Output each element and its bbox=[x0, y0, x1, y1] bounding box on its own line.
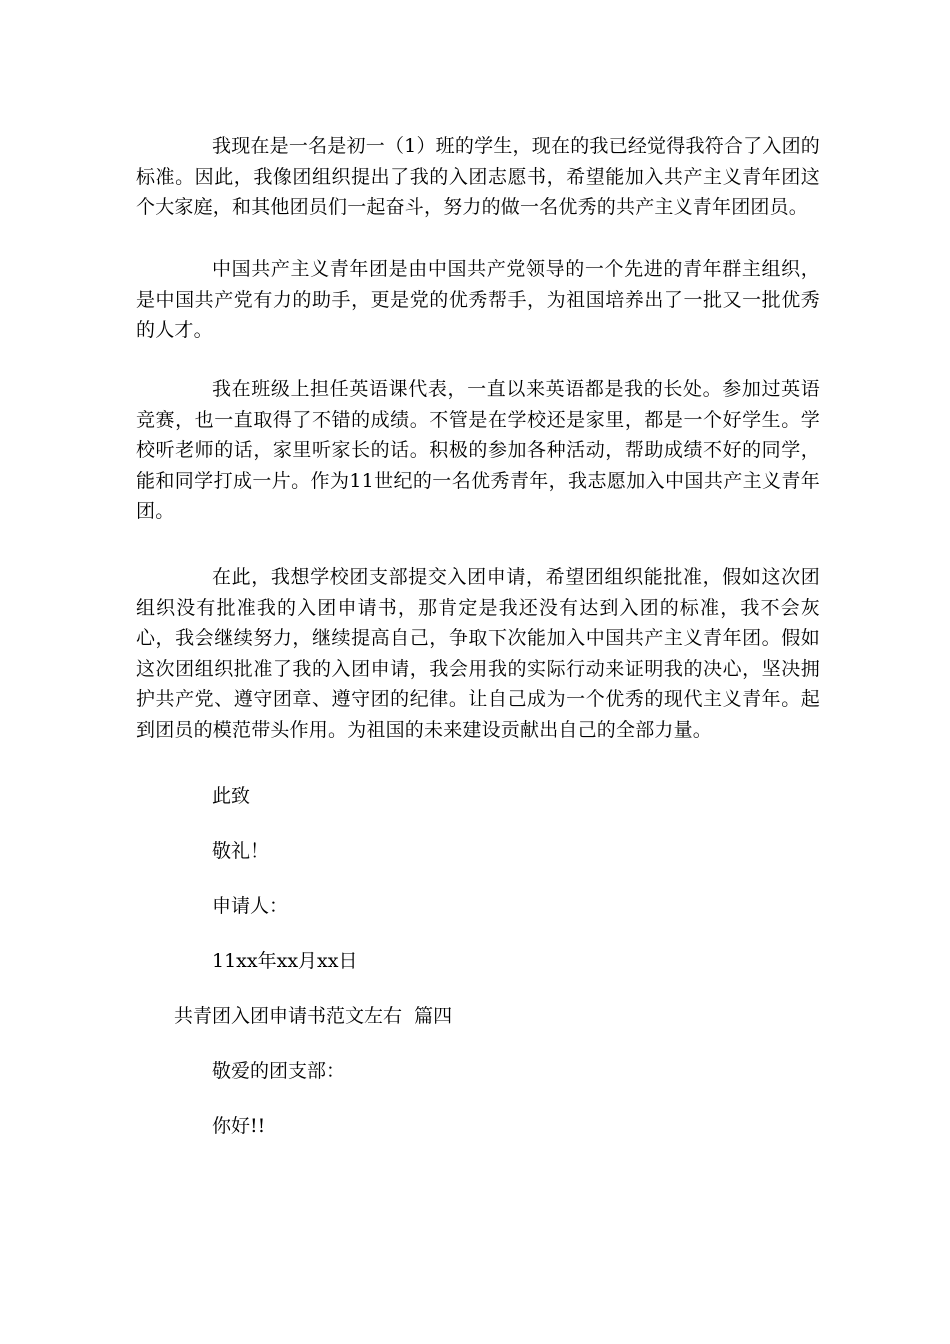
paragraph-personal-achievements: 我在班级上担任英语课代表，一直以来英语都是我的长处。参加过英语竞赛，也一直取得了不错的成绩。不管是在学校还是家里，都是一个好学生。学校听老师的话，家里听家长的话。积极的参加各种活动，帮助成绩不好的同学，能和同学打成一片。作为11世纪的一名优秀青年，我志愿加入中国共产主义青年团。 bbox=[136, 378, 820, 522]
next-hello-line: 你好!! bbox=[212, 1115, 266, 1137]
salute-line: 敬礼！ bbox=[212, 840, 270, 862]
closing-line: 此致 bbox=[212, 785, 251, 807]
paragraph-application-request: 在此，我想学校团支部提交入团申请，希望团组织能批准，假如这次团组织没有批准我的入团申请书，那肯定是我还没有达到入团的标准，我不会灰心，我会继续努力，继续提高自己，争取下次能加入中国共产主义青年团。假如这次团组织批准了我的入团申请，我会用我的实际行动来证明我的决心，坚决拥护共产党、遵守团章、遵守团的纪律。让自己成为一个优秀的现代主义青年。起到团员的模范带头作用。为祖国的未来建设贡献出自己的全部力量。 bbox=[136, 566, 820, 741]
paragraph-introduction: 我现在是一名是初一（1）班的学生，现在的我已经觉得我符合了入团的标准。因此，我像团组织提出了我的入团志愿书，希望能加入共产主义青年团这个大家庭，和其他团员们一起奋斗，努力的做一名优秀的共产主义青年团团员。 bbox=[136, 135, 820, 218]
applicant-line: 申请人： bbox=[212, 895, 289, 917]
next-greeting-line: 敬爱的团支部： bbox=[212, 1060, 346, 1082]
next-section-title: 共青团入团申请书范文左右 篇四 bbox=[174, 1005, 453, 1027]
paragraph-league-description: 中国共产主义青年团是由中国共产党领导的一个先进的青年群主组织，是中国共产党有力的助手，更是党的优秀帮手，为祖国培养出了一批又一批优秀的人才。 bbox=[136, 258, 820, 341]
date-line: 11xx年xx月xx日 bbox=[212, 950, 358, 972]
